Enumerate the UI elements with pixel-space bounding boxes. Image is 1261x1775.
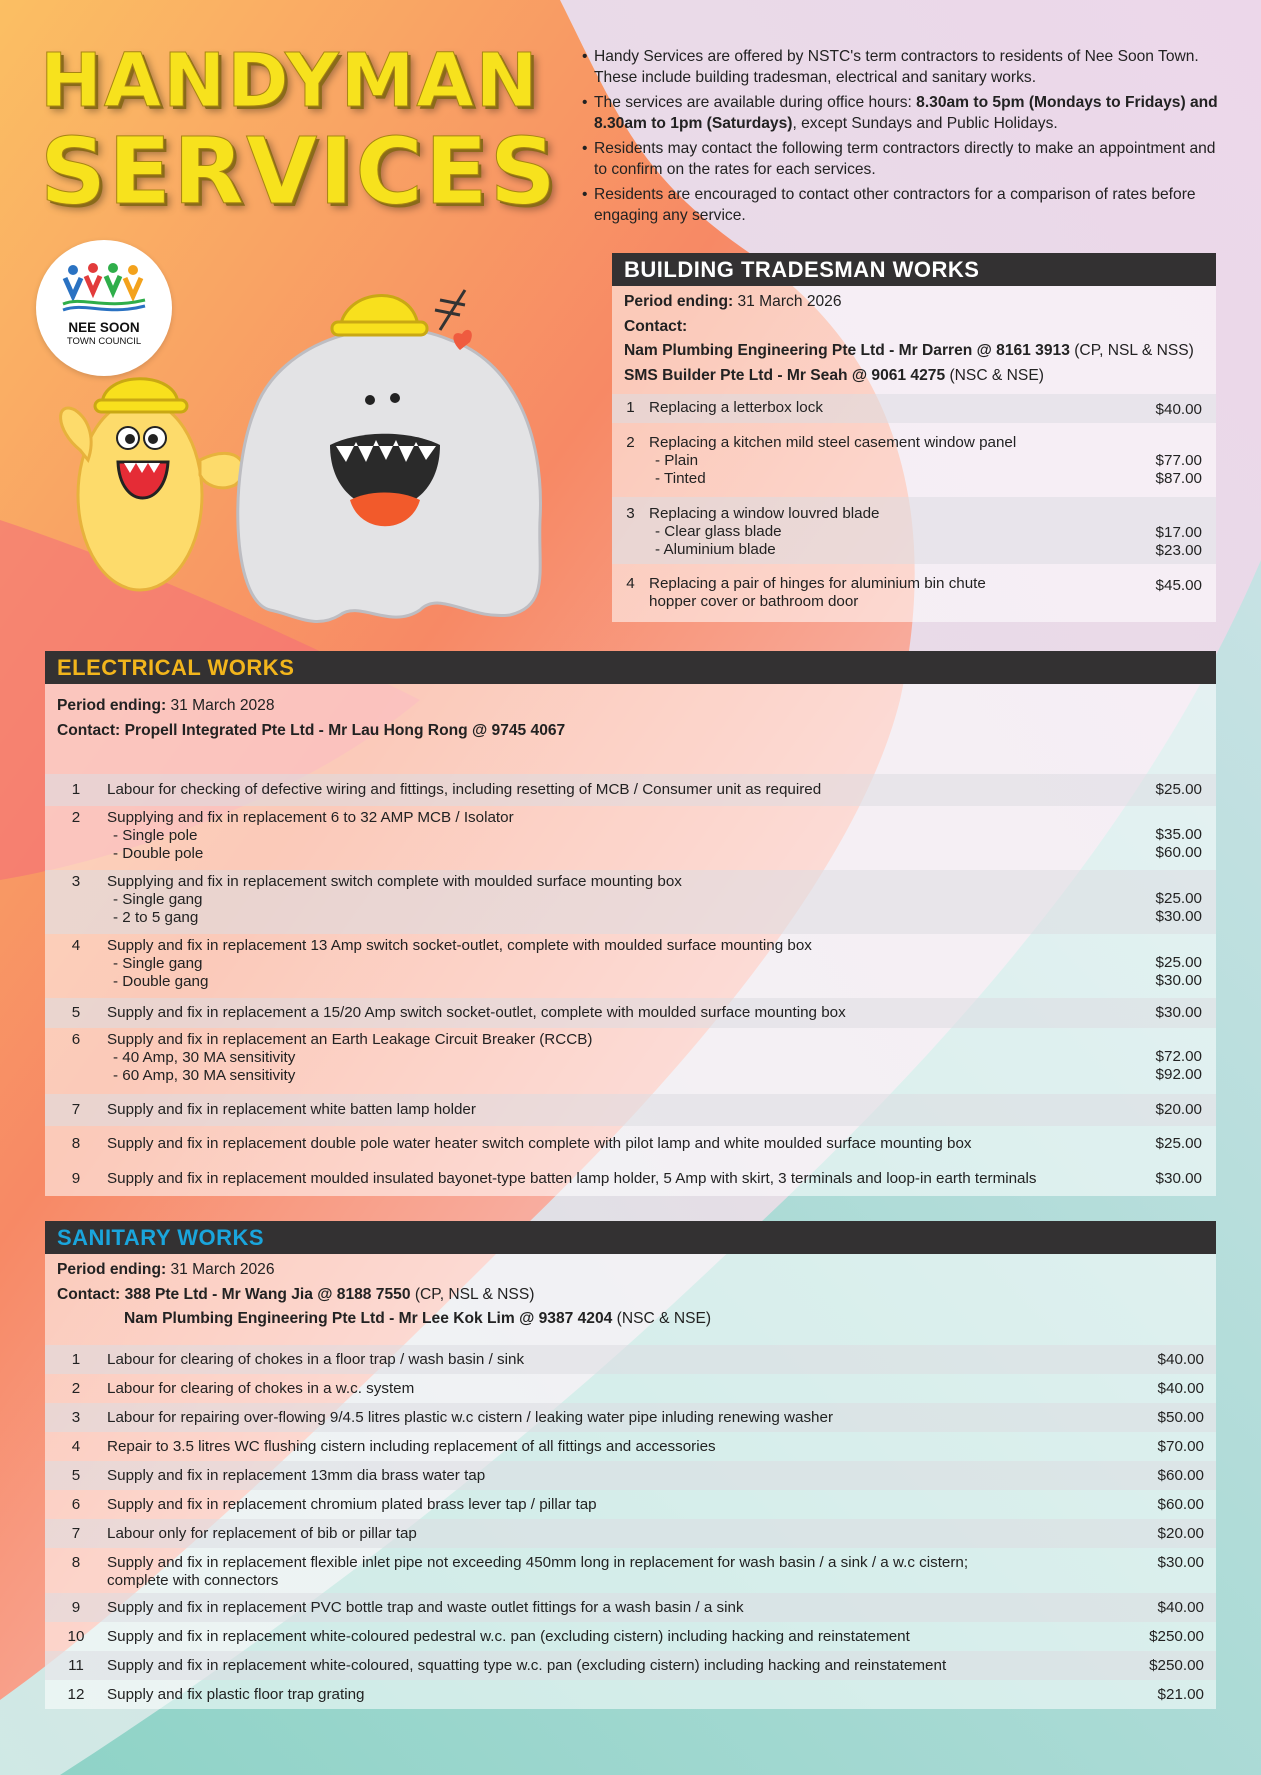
table-row: 2 Supplying and fix in replacement 6 to 32 AMP MCB / Isolator - Single pole - Double pole $35.00 $60.00 [71, 809, 1202, 862]
table-row: 7 Labour only for replacement of bib or pillar tap $20.00 [45, 1519, 1216, 1548]
table-row: 1 Replacing a letterbox lock $40.00 [612, 394, 1216, 423]
intro-list [582, 46, 1232, 230]
table-row: 11 Supply and fix in replacement white-coloured, squatting type w.c. pan (excluding cistern) including hacking and reinstatement $250.00 [45, 1651, 1216, 1680]
table-row: 3 Labour for repairing over-flowing 9/4.5 litres plastic w.c cistern / leaking water pipe inluding renewing washer $50.00 [45, 1403, 1216, 1432]
title-handyman: HANDYMAN [40, 38, 540, 124]
mascot-illustration [40, 270, 600, 650]
electrical-works-section [45, 651, 1216, 1196]
table-row: 3 Replacing a window louvred blade - Clear glass blade - Aluminium blade $17.00 $23.00 [612, 497, 1216, 564]
table-row: 12 Supply and fix plastic floor trap grating $21.00 [67, 1686, 1204, 1703]
table-row: 1 Labour for clearing of chokes in a floor trap / wash basin / sink $40.00 [45, 1345, 1216, 1374]
intro-item: • Residents are encouraged to contact other contractors for a comparison of rates before engaging any service. [582, 184, 1232, 226]
table-row: 8 Supply and fix in replacement double pole water heater switch complete with pilot lamp and white moulded surface mounting box $25.00 [71, 1135, 1202, 1152]
table-row: 6 Supply and fix in replacement chromium plated brass lever tap / pillar tap $60.00 [71, 1496, 1204, 1513]
table-row: 7 Supply and fix in replacement white batten lamp holder $20.00 [45, 1094, 1216, 1126]
logo-name: NEE SOON [68, 320, 140, 335]
sanitary-works-section [45, 1221, 1216, 1709]
table-row: 8 Supply and fix in replacement flexible inlet pipe not exceeding 450mm long in replacement for wash basin / a sink / a w.c cistern; complete with connectors $30.00 [71, 1554, 1204, 1589]
intro-item: • Residents may contact the following term contractors directly to make an appointment and to confirm on the rates for each services. [582, 138, 1232, 180]
table-row: 10 Supply and fix in replacement white-coloured pedestral w.c. pan (excluding cistern) including hacking and reinstatement $250.00 [67, 1628, 1204, 1645]
building-tradesman-section [612, 253, 1216, 622]
title-services: SERVICES [40, 118, 559, 225]
yellow-mascot-icon [61, 379, 244, 590]
table-row: 4 Repair to 3.5 litres WC flushing cistern including replacement of all fittings and accessories $70.00 [71, 1438, 1204, 1455]
logo-subname: TOWN COUNCIL [66, 336, 142, 347]
section-heading: ELECTRICAL WORKS [45, 651, 1216, 684]
section-heading: BUILDING TRADESMAN WORKS [612, 253, 1216, 286]
intro-item: • Handy Services are offered by NSTC's term contractors to residents of Nee Soon Town. These include building tradesman, electrical and sanitary works. [582, 46, 1232, 88]
table-row: 4 Supply and fix in replacement 13 Amp switch socket-outlet, complete with moulded surface mounting box - Single gang - Double gang $25.00 $30.00 [71, 937, 1202, 990]
section-meta: Period ending: 31 March 2026 Contact: 388 Pte Ltd - Mr Wang Jia @ 8188 7550 (CP, NSL & NSS) Nam Plumbing Engineering Pte Ltd - Mr Lee Kok Lim @ 9387 4204 (NSC & NSE) [57, 1261, 712, 1327]
table-row: 4 Replacing a pair of hinges for aluminium bin chute hopper cover or bathroom door $45.00 [626, 575, 1202, 610]
table-row: 5 Supply and fix in replacement a 15/20 Amp switch socket-outlet, complete with moulded surface mounting box $30.00 [45, 998, 1216, 1028]
table-row: 6 Supply and fix in replacement an Earth Leakage Circuit Breaker (RCCB) - 40 Amp, 30 MA sensitivity - 60 Amp, 30 MA sensitivity $72.00 $92.00 [71, 1031, 1202, 1084]
table-row: 2 Replacing a kitchen mild steel casement window panel - Plain - Tinted $77.00 $87.00 [626, 434, 1202, 487]
table-row: 1 Labour for checking of defective wiring and fittings, including resetting of MCB / Consumer unit as required $25.00 [45, 774, 1216, 806]
table-row: 5 Supply and fix in replacement 13mm dia brass water tap $60.00 [45, 1461, 1216, 1490]
intro-item: • The services are available during office hours: 8.30am to 5pm (Mondays to Fridays) and 8.30am to 1pm (Saturdays), except Sundays and Public Holidays. [582, 92, 1232, 134]
section-meta: Period ending: 31 March 2028 Contact: Propell Integrated Pte Ltd - Mr Lau Hong Rong @ 9745 4067 [57, 697, 566, 739]
section-meta: Period ending: 31 March 2026 Contact: Nam Plumbing Engineering Pte Ltd - Mr Darren @ 8161 3913 (CP, NSL & NSS) SMS Builder Pte Ltd - Mr Seah @ 9061 4275 (NSC & NSE) [624, 293, 1194, 384]
table-row: 2 Labour for clearing of chokes in a w.c. system $40.00 [71, 1380, 1204, 1397]
table-row: 9 Supply and fix in replacement moulded insulated bayonet-type batten lamp holder, 5 Amp with skirt, 3 terminals and loop-in earth terminals $30.00 [71, 1170, 1202, 1187]
grey-mascot-icon [238, 290, 541, 621]
table-row: 9 Supply and fix in replacement PVC bottle trap and waste outlet fittings for a wash basin / a sink $40.00 [45, 1593, 1216, 1622]
section-heading: SANITARY WORKS [45, 1221, 1216, 1254]
table-row: 3 Supplying and fix in replacement switch complete with moulded surface mounting box - Single gang - 2 to 5 gang $25.00 $30.00 [45, 870, 1216, 934]
